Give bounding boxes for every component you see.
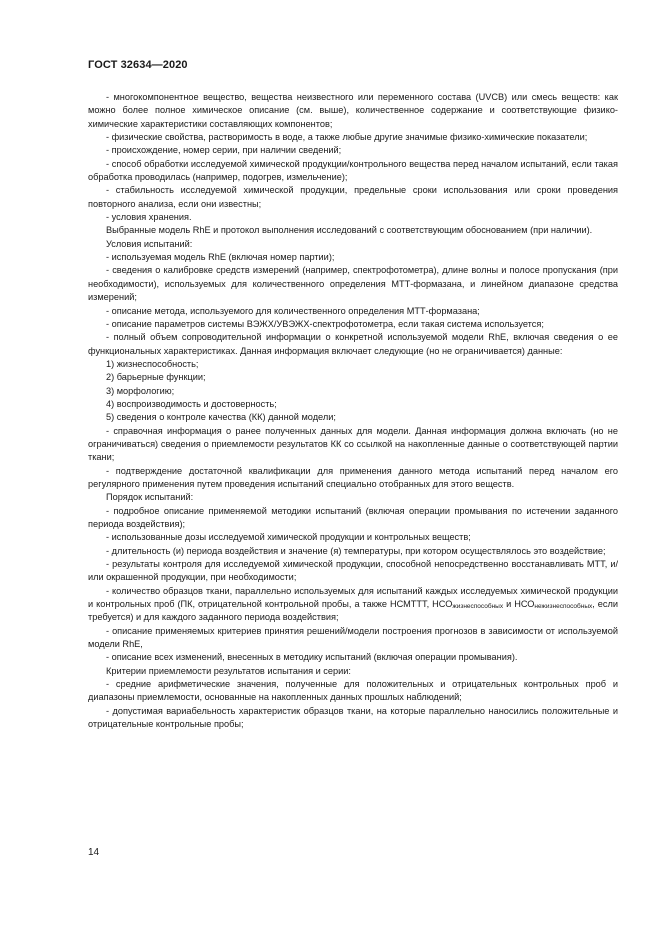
paragraph: - происхождение, номер серии, при наличии сведений; <box>106 145 342 156</box>
section-label: Критерии приемлемости результатов испытания и серии: <box>106 665 351 676</box>
paragraph-text: , если требуется) и для каждого заданного периода воздействия; <box>88 599 619 623</box>
paragraph: - используемая модель RhE (включая номер партии); <box>106 252 335 263</box>
paragraph: - подробное описание применяемой методики испытаний (включая операции промывания по истечении заданного периода воздействия); <box>88 505 618 529</box>
paragraph-text: и НСО <box>503 599 535 610</box>
paragraph-text: - количество образцов ткани, параллельно используемых для испытаний каждых исследуемых химической продукции и контрольных проб (ПК, отрицательной контрольной пробы, а также НСМТТТ, НСО <box>88 585 618 610</box>
paragraph: - стабильность исследуемой химической продукции, предельные сроки использования или сроки проведения повторного анализа, если они известны; <box>88 185 618 209</box>
paragraph: - многокомпонентное вещество, вещества неизвестного или переменного состава (UVCB) или смесь веществ: как можно более полное химическое описание (см. выше), количественное содержание и соответствующие физико-химические характеристики составляющих компонентов; <box>88 92 618 129</box>
numbered-item: 1) жизнеспособность; <box>106 358 199 369</box>
paragraph: - длительность (и) периода воздействия и значение (я) температуры, при котором осуществлялось это воздействие; <box>106 545 606 556</box>
paragraph: - сведения о калибровке средств измерений (например, спектрофотометра), длине волны и полосе пропускания (при необходимости), используемых для количественного определения МТТ-формазана, и линейном диапазоне средства измерений; <box>88 265 618 303</box>
paragraph: - способ обработки исследуемой химической продукции/контрольного вещества перед началом испытаний, если такая обработка проводилась (например, подогрев, измельчение); <box>88 158 618 183</box>
paragraph: - условия хранения. <box>106 212 192 223</box>
paragraph: - полный объем сопроводительной информации о конкретной используемой модели RhE, включая сведения о ее функциональных характеристиках. Данная информация включает следующие (но не ограничивается) данные: <box>88 332 618 356</box>
subscript: жизнеспособных <box>452 603 504 611</box>
paragraph: - использованные дозы исследуемой химической продукции и контрольных веществ; <box>106 532 471 543</box>
paragraph: - средние арифметические значения, полученные для положительных и отрицательных контрольных проб и диапазоны приемлемости, основанные на накопленных данных прошлых наблюдений; <box>88 679 618 703</box>
section-label: Условия испытаний: <box>106 238 193 249</box>
document-header: ГОСТ 32634—2020 <box>88 59 188 71</box>
document-body <box>88 91 618 732</box>
paragraph: - результаты контроля для исследуемой химической продукции, способной непосредственно восстанавливать МТТ, и/или окрашенной продукции, при необходимости; <box>88 559 618 583</box>
paragraph: - физические свойства, растворимость в воде, а также любые другие значимые физико-химические показатели; <box>106 132 588 143</box>
paragraph: Выбранные модель RhE и протокол выполнения исследований с соответствующим обоснованием (при наличии). <box>106 225 593 236</box>
subscript: нежизнеспособных <box>534 603 593 611</box>
numbered-item: 2) барьерные функции; <box>106 372 206 383</box>
paragraph: - подтверждение достаточной квалификации для применения данного метода испытаний перед началом его регулярного применения путем проведения испытаний специально отобранных для этого веществ. <box>88 465 618 489</box>
paragraph: - справочная информация о ранее полученных данных для модели. Данная информация должна включать (но не ограничиваться) сведения о приемлемости результатов КК со ссылкой на накопленные данные о соответствующей партии ткани; <box>88 425 618 463</box>
paragraph <box>88 585 618 625</box>
paragraph: - описание применяемых критериев принятия решений/модели построения прогнозов в зависимости от используемой модели RhE, <box>88 625 618 650</box>
page-number: 14 <box>88 847 100 858</box>
paragraph: - описание всех изменений, внесенных в методику испытаний (включая операции промывания). <box>106 652 518 663</box>
paragraph: - описание параметров системы ВЭЖХ/УВЭЖХ-спектрофотометра, если такая система используется; <box>106 318 544 329</box>
numbered-item: 4) воспроизводимость и достоверность; <box>106 398 277 409</box>
numbered-item: 5) сведения о контроле качества (КК) данной модели; <box>106 412 336 423</box>
numbered-item: 3) морфологию; <box>106 385 175 396</box>
paragraph: - допустимая вариабельность характеристик образцов ткани, на которые параллельно наносились положительные и отрицательные контрольные пробы; <box>88 705 618 730</box>
section-label: Порядок испытаний: <box>106 492 194 503</box>
paragraph: - описание метода, используемого для количественного определения МТТ-формазана; <box>106 305 480 316</box>
